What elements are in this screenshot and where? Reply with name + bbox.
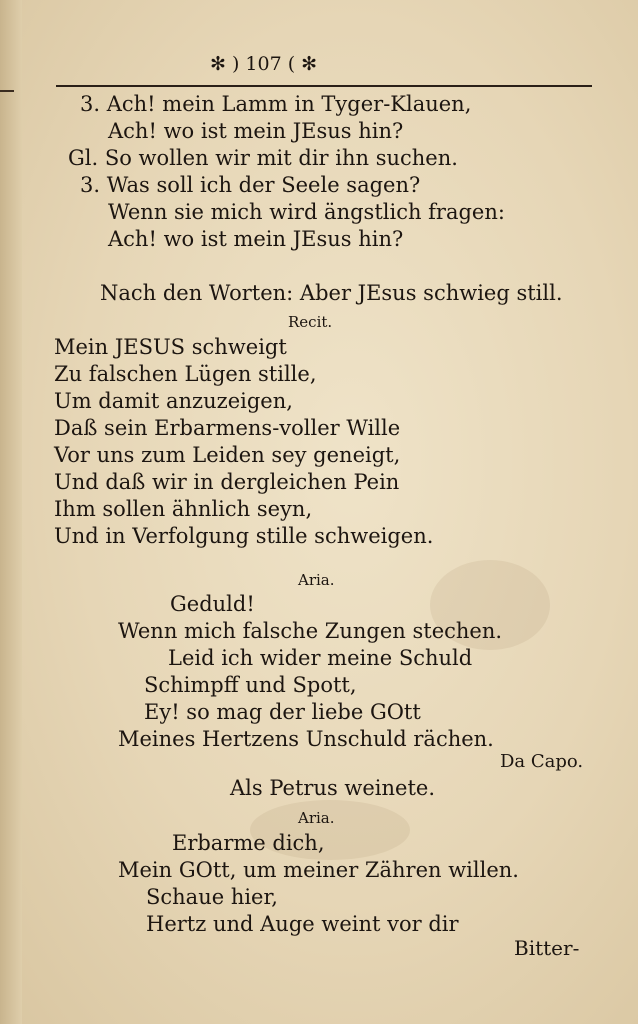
recit-line: Daß sein Erbarmens-voller Wille xyxy=(54,416,401,440)
recit-line: Vor uns zum Leiden sey geneigt, xyxy=(54,443,401,467)
aria-line: Wenn mich falsche Zungen stechen. xyxy=(118,619,503,643)
header-rule xyxy=(56,85,592,87)
recit-line: Und in Verfolgung stille schweigen. xyxy=(54,524,434,548)
aria-line: Hertz und Auge weint vor dir xyxy=(146,912,459,936)
section-heading: Als Petrus weinete. xyxy=(230,776,436,800)
page-header: ✻ ) 107 ( ✻ xyxy=(210,53,318,75)
margin-mark xyxy=(0,90,14,92)
recit-line: Zu falschen Lügen stille, xyxy=(54,362,317,386)
aria-line: Schimpff und Spott, xyxy=(144,673,357,697)
verse-line: 3. Ach! mein Lamm in Tyger-Klauen, xyxy=(80,92,472,116)
verse-line: Ach! wo ist mein JEsus hin? xyxy=(108,227,404,251)
aria-line: Ey! so mag der liebe GOtt xyxy=(144,700,421,724)
verse-line: Wenn sie mich wird ängstlich fragen: xyxy=(108,200,505,224)
recit-line: Um damit anzuzeigen, xyxy=(54,389,293,413)
catchword: Bitter- xyxy=(514,936,580,960)
aria-line: Leid ich wider meine Schuld xyxy=(168,646,473,670)
aria-label: Aria. xyxy=(298,571,335,589)
aria-label: Aria. xyxy=(298,809,335,827)
aria-line: Geduld! xyxy=(170,592,255,616)
section-heading: Nach den Worten: Aber JEsus schwieg still. xyxy=(100,281,563,305)
aria-line: Meines Hertzens Unschuld rächen. xyxy=(118,727,494,751)
verse-line: Gl. So wollen wir mit dir ihn suchen. xyxy=(68,146,458,170)
recit-line: Mein JESUS schweigt xyxy=(54,335,287,359)
aria-line: Mein GOtt, um meiner Zähren willen. xyxy=(118,858,519,882)
aria-line: Schaue hier, xyxy=(146,885,278,909)
recit-line: Ihm sollen ähnlich seyn, xyxy=(54,497,313,521)
verse-line: Ach! wo ist mein JEsus hin? xyxy=(108,119,404,143)
recit-label: Recit. xyxy=(288,313,333,331)
page-spine-shadow xyxy=(0,0,22,1024)
aria-line: Erbarme dich, xyxy=(172,831,325,855)
da-capo: Da Capo. xyxy=(500,751,584,772)
verse-line: 3. Was soll ich der Seele sagen? xyxy=(80,173,421,197)
recit-line: Und daß wir in dergleichen Pein xyxy=(54,470,400,494)
